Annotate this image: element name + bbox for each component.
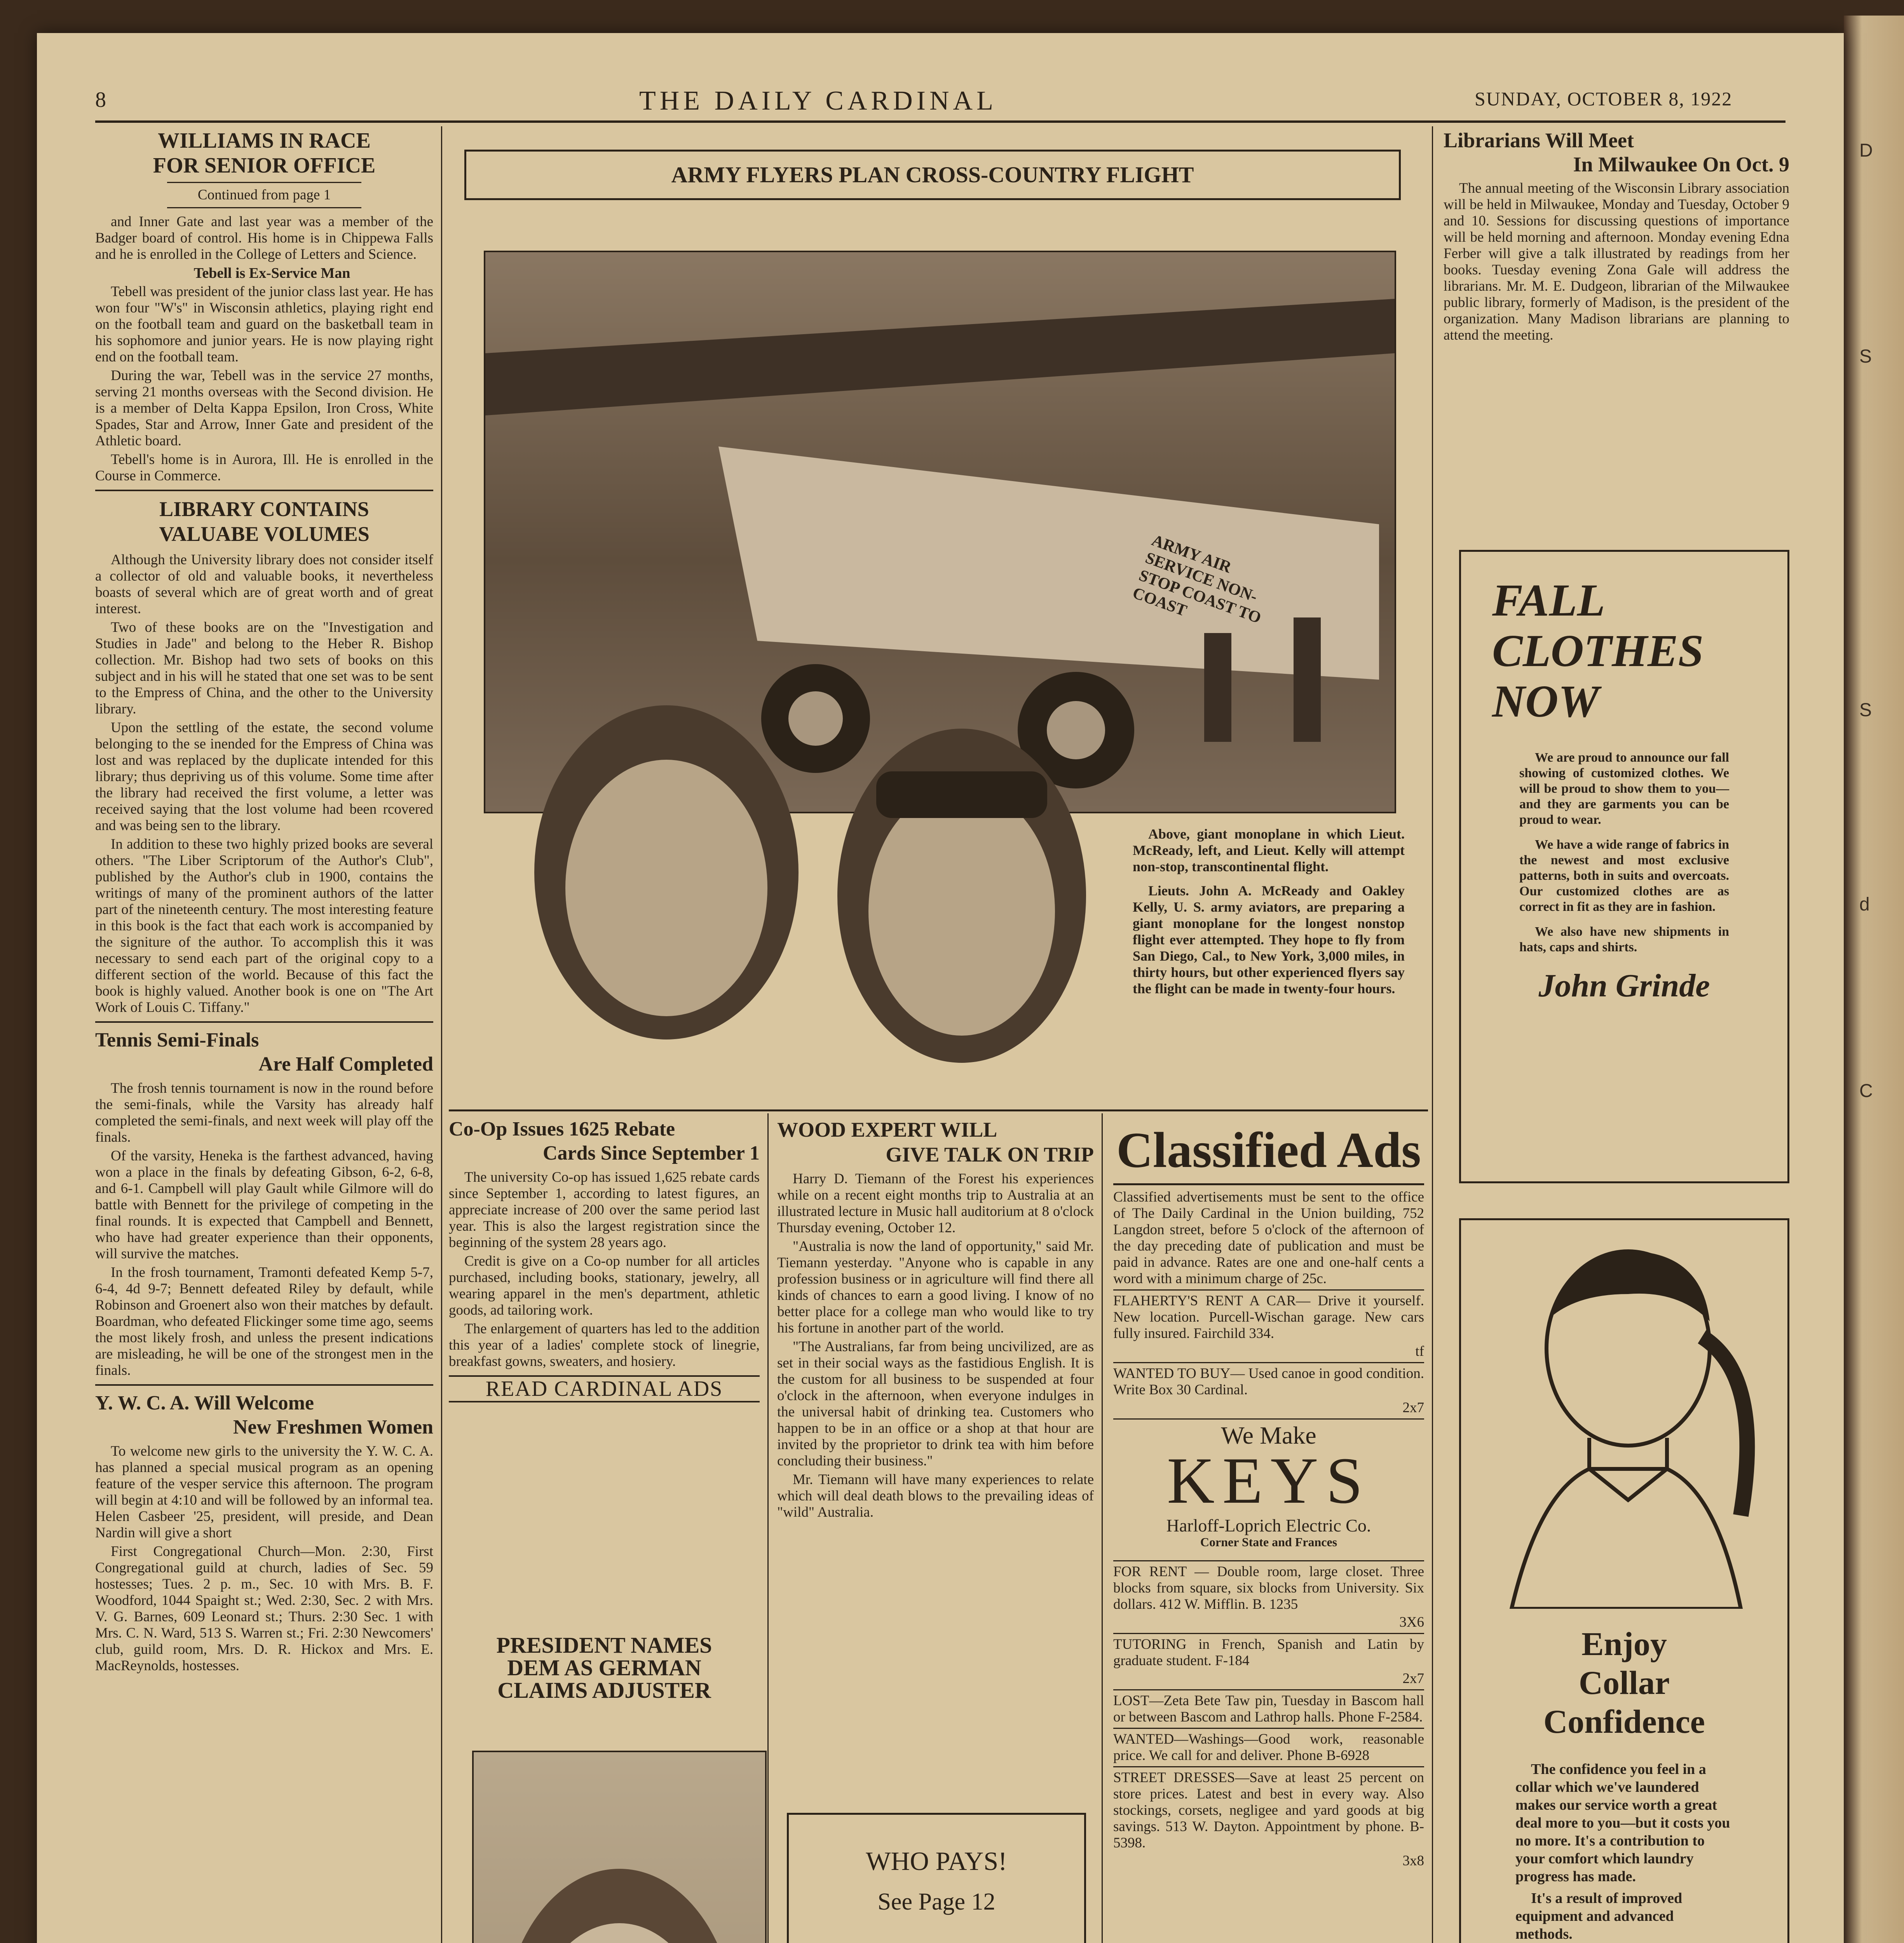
classified-text: WANTED—Washings—Good work, reasonable price. We call for and deliver. Phone B-6928 [1113, 1731, 1424, 1763]
edge-letter: D [1859, 140, 1873, 161]
article-headline: PRESIDENT NAMES [496, 1633, 712, 1658]
article-headline: New Freshmen Women [233, 1416, 433, 1438]
article-headline: Cards Since September 1 [542, 1142, 760, 1164]
article-headline: WILLIAMS IN RACE [158, 129, 371, 153]
edge-letter: d [1859, 894, 1870, 915]
ad-paragraph: We also have new shipments in hats, caps and shirts. [1519, 924, 1729, 954]
ad-title [1461, 1624, 1787, 1741]
article-paragraph: Tebell was president of the junior class last year. He has won four "W's" in Wisconsin athletics, playing right end on the football team and guard on the basketball team in his sophomore and junior years. He is now playing right end on the football team. [95, 284, 433, 365]
article-headline: Y. W. C. A. Will Welcome [95, 1392, 314, 1414]
article-paragraph: The enlargement of quarters has led to the addition this year of a ladies' complete stock of linegrie, breakfast gowns, sweaters, and hosiery. [449, 1321, 760, 1369]
article-headline: FOR SENIOR OFFICE [153, 153, 376, 178]
section-rule [449, 1109, 1428, 1111]
continued-note: Continued from page 1 [197, 187, 331, 203]
classified-intro: Classified advertisements must be sent to the office of The Daily Cardinal in the Union building, 752 Langdon street, before 5 o'clock of the afternoon of the day preceding date of publication and must be paid in advance. Rates are one and one-half cents a word with a minimum charge of 25c. [1113, 1189, 1424, 1287]
article-headline: GIVE TALK ON TRIP [886, 1143, 1094, 1166]
ad-line: FALL [1492, 575, 1605, 626]
ad-line: CLOTHES [1492, 625, 1704, 676]
column-divider [1102, 1113, 1103, 1943]
classified-text: STREET DRESSES—Save at least 25 percent on store prices. Latest and best in every way. Also stockings, corsets, negligee and yard goods at big savings. 513 W. Dayton. Appointment by phone. B-5398. [1113, 1770, 1424, 1851]
ad-line: See Page 12 [877, 1889, 996, 1915]
article-paragraph: Tebell's home is in Aurora, Ill. He is enrolled in the Course in Commerce. [95, 452, 433, 484]
aviators-photo [503, 655, 1183, 1090]
who-pays-ad [787, 1813, 1086, 1943]
classified-ad [1113, 1633, 1424, 1687]
ad-paragraph: It's a result of improved equipment and advanced methods. [1515, 1890, 1683, 1942]
classified-title: Classified Ads [1113, 1121, 1424, 1185]
ad-body [1519, 750, 1729, 955]
photo-caption [1133, 826, 1405, 999]
ad-title [1492, 575, 1787, 727]
article-paragraph: Credit is give on a Co-op number for all articles purchased, including books, stationary, jewelry, all wearing apparel in the men's department, athletic goods, ad tailoring work. [449, 1253, 760, 1318]
article-headline: Tennis Semi-Finals [95, 1029, 259, 1051]
edge-letter: C [1859, 1081, 1873, 1101]
article-paragraph: In the frosh tournament, Tramonti defeated Kemp 5-7, 6-4, 4d 9-7; Bennett defeated Riley by default, while Robinson and Groenert also won their matches by default. Boardman, who defeated Flickinger some time ago, seems the most likely frosh, and unless the present indications are misleading, he will be one of the strongest men in the finals. [95, 1265, 433, 1378]
article-paragraph: The university Co-op has issued 1,625 rebate cards since September 1, according to latest figures, an appreciate increase of 200 over the same period last year. This is also the largest registration since the beginning of the system 28 years ago. [449, 1169, 760, 1251]
adjacent-page-edge [1844, 16, 1904, 1943]
article-headline: Co-Op Issues 1625 Rebate [449, 1118, 675, 1140]
ad-paragraph: We have a wide range of fabrics in the newest and most exclusive patterns, both in suits and overcoats. Our customized clothes are as correct in fit as they are in fashion. [1519, 837, 1729, 914]
collar-man-illustration [1461, 1220, 1787, 1609]
article-headline: VALUABE VOLUMES [159, 522, 370, 546]
column-divider [1432, 126, 1433, 1943]
classified-text: FLAHERTY'S RENT A CAR— Drive it yourself. New location. Purcell-Wischan garage. New cars fully insured. Fairchild 334. [1113, 1293, 1424, 1341]
classified-text: TUTORING in French, Spanish and Latin by graduate student. F-184 [1113, 1636, 1424, 1669]
page-number: 8 [95, 88, 106, 112]
ad-paragraph: The confidence you feel in a collar which we've laundered makes our service worth a great deal more to you—but it costs you no more. It's a contribution to your comfort which laundry progress has made. [1515, 1761, 1730, 1885]
article-headline: DEM AS GERMAN [507, 1655, 701, 1680]
article-paragraph: Mr. Tiemann will have many experiences to relate which will deal death blows to the prevailing ideas of "wild" Australia. [777, 1472, 1094, 1520]
parker-article [449, 1634, 760, 1702]
article-paragraph: "The Australians, far from being uncivilized, are as set in their social ways as the fastidious English. It is the custom for all business to be suspended at four o'clock in the afternoon, when everyone indulges in the universal habit of drinking tea. Customers who happen to be in an office or a shop at that hour are invited by the proprietor to drink tea with him before concluding their business." [777, 1339, 1094, 1469]
read-ads-filler: READ CARDINAL ADS [485, 1377, 723, 1401]
article-paragraph: Harry D. Tiemann of the Forest his experiences while on a recent eight months trip to Australia at an illustrated lecture in Music hall auditorium at 8 o'clock Thursday evening, October 12. [777, 1171, 1094, 1236]
ad-line: Corner State and Frances [1200, 1535, 1337, 1549]
classified-code: 3X6 [1399, 1614, 1424, 1630]
edge-letter: S [1859, 700, 1872, 720]
article-paragraph: To welcome new girls to the university the Y. W. C. A. has planned a special musical program as an opening feature of the vesper service this afternoon. The program will begin at 4:10 and will be followed by an informal tea. Helen Casbeer '25, president, will preside, and Dean Nardin will give a short [95, 1443, 433, 1541]
classified-section [1113, 1121, 1424, 1871]
article-paragraph: First Congregational Church—Mon. 2:30, First Congregational guild at church, ladies of Sec. 59 hostesses; Tues. 2 p. m., Sec. 10 with Mrs. B. F. Woodford, 1044 Spaight st.; Wed. 2:30, Sec. 2 with Mrs. V. G. Barnes, 609 Leonard st.; Thurs. 2:30 Sec. 1 with Mrs. C. N. Ward, 513 S. Warren st.; Fri. 2:30 Newcomers' club, guild room, Mrs. D. R. Hickox and Mrs. E. MacReynolds, hostesses. [95, 1544, 433, 1674]
article-paragraph: "Australia is now the land of opportunity," said Mr. Tiemann yesterday. "Anyone who is capable in any profession business or in agriculture will find there all kinds of chances to earn a good living. I know of no better place for a college man who would like to try his fortune in another part of the world. [777, 1238, 1094, 1336]
classified-text: WANTED TO BUY— Used canoe in good condition. Write Box 30 Cardinal. [1113, 1366, 1424, 1398]
classified-ad [1113, 1289, 1424, 1360]
fall-clothes-ad [1459, 550, 1789, 1183]
keys-ad [1113, 1418, 1424, 1558]
ad-line: NOW [1492, 676, 1599, 727]
librarians-article [1444, 128, 1789, 346]
newspaper-page [37, 33, 1844, 1943]
paper-name: THE DAILY CARDINAL [639, 86, 997, 116]
article-paragraph: Although the University library does not consider itself a collector of old and valuable books, it nevertheless boasts of several which are of great worth and of great interest. [95, 552, 433, 617]
article-paragraph: Upon the settling of the estate, the second volume belonging to the se inended for the Empress of China was lost and was replaced by the duplicate intended for this library; thus depriving us of this volume. Some time after the library had received the first volume, a letter was received saying that the lost volume had been rcovered and was being sen to the library. [95, 720, 433, 834]
article-headline: LIBRARY CONTAINS [159, 497, 369, 521]
ad-line: Collar [1578, 1664, 1670, 1701]
classified-code: tf [1415, 1343, 1424, 1359]
masthead-rule [95, 120, 1785, 123]
edge-letter: S [1859, 346, 1872, 367]
article-headline: Librarians Will Meet [1444, 129, 1634, 152]
classified-ad [1113, 1689, 1424, 1725]
ad-line: Enjoy [1581, 1625, 1667, 1662]
article-paragraph: The annual meeting of the Wisconsin Library association will be held in Milwaukee, Monday and Tuesday, October 9 and 10. Sessions for discussing questions of importance will be held morning and afternoon. Monday evening Edna Ferber will give a talk illustrated by readings from her books. Tuesday evening Zona Gale will address the librarians. Mr. M. E. Dudgeon, librarian of the Milwaukee public library, formerly of Madison, is the president of the organization. Many Madison librarians are planning to attend the meeting. [1444, 180, 1789, 343]
caption-paragraph: Above, giant monoplane in which Lieut. McReady, left, and Lieut. Kelly will attempt non-stop, transcontinental flight. [1133, 826, 1405, 874]
coop-article [449, 1117, 760, 1410]
column-1 [95, 128, 433, 1676]
article-headline: CLAIMS ADJUSTER [497, 1678, 711, 1703]
ad-signature: John Grinde [1538, 968, 1710, 1004]
article-headline: WOOD EXPERT WILL [777, 1118, 997, 1141]
article-paragraph: and Inner Gate and last year was a member of the Badger board of control. His home is in Chippewa Falls and he is enrolled in the College of Letters and Science. [95, 214, 433, 262]
classified-ad [1113, 1362, 1424, 1416]
ad-line: Confidence [1543, 1703, 1705, 1740]
issue-date: SUNDAY, OCTOBER 8, 1922 [1475, 88, 1733, 110]
classified-ad [1113, 1766, 1424, 1869]
article-paragraph: The frosh tennis tournament is now in the round before the semi-finals, while the Varsity has already half completed the semi-finals, and next week will play off the finals. [95, 1080, 433, 1145]
ad-paragraph: We are proud to announce our fall showing of customized clothes. We will be proud to show them to you—and they are garments you can be proud to wear. [1519, 750, 1729, 827]
classified-code: 3x8 [1402, 1853, 1424, 1869]
flyers-headline-box [464, 150, 1401, 200]
classified-ad [1113, 1560, 1424, 1631]
ad-body [1515, 1760, 1733, 1943]
article-paragraph: During the war, Tebell was in the service 27 months, serving 21 months overseas with the Second division. He is a member of Delta Kappa Epsilon, Iron Cross, White Spades, Star and Arrow, Inner Gate and president of the Athletic board. [95, 368, 433, 449]
classified-code: 2x7 [1402, 1400, 1424, 1416]
article-headline: Are Half Completed [258, 1053, 433, 1075]
ad-line: Harloff-Loprich Electric Co. [1166, 1516, 1371, 1535]
column-divider [767, 1113, 769, 1943]
classified-text: LOST—Zeta Bete Taw pin, Tuesday in Bascom hall or between Bascom and Lathrop halls. Phone F-2584. [1113, 1693, 1424, 1725]
ad-line: We Make [1221, 1421, 1316, 1449]
article-subhead: Tebell is Ex-Service Man [194, 265, 350, 281]
article-headline: In Milwaukee On Oct. 9 [1573, 153, 1789, 176]
article-paragraph: In addition to these two highly prized books are several others. "The Liber Scriptorum of the Author's Club", published by the Author's club in 1900, contains the writings of many of the prominent authors of the latter part of the nineteenth century. The most interesting feature in this book is the fact that each work is accompanied by the signiture of the author. To accomplish this it was necessary to send each part of the original copy to a different section of the world. Because of this fact the book is highly valued. Another book is one on "The Art Work of Louis C. Tiffany." [95, 836, 433, 1015]
collar-ad [1459, 1218, 1789, 1943]
article-paragraph: Of the varsity, Heneka is the farthest advanced, having won a place in the finals by defeating Gibson, 6-2, 6-8, and 6-1. Campbell will play Gault while Gilmore will do battle with Bennett for the privilege of competing in the final rounds. It is expected that Campbell and Bennett, who have had greater experience than their opponents, will survive the matches. [95, 1148, 433, 1262]
plane-lettering: ARMY AIR SERVICE NON-STOP COAST TO COAST [1130, 531, 1264, 627]
article-headline: ARMY FLYERS PLAN CROSS-COUNTRY FLIGHT [671, 162, 1194, 187]
caption-paragraph: Lieuts. John A. McReady and Oakley Kelly, U. S. army aviators, are preparing a giant monoplane for the longest nonstop flight ever attempted. They hope to fly from San Diego, Cal., to New York, 3,000 miles, in thirty hours, but other experienced flyers say the flight can be made in twenty-four hours. [1133, 883, 1405, 996]
ad-line: WHO PAYS! [866, 1846, 1007, 1876]
parker-portrait [472, 1751, 767, 1943]
wood-article [777, 1117, 1094, 1523]
ad-line: KEYS [1167, 1444, 1370, 1517]
classified-code: 2x7 [1402, 1671, 1424, 1687]
article-paragraph: Two of these books are on the "Investigation and Studies in Jade" and belong to the Heber R. Bishop collection. Mr. Bishop had two sets of books on this subject and in his will he stated that one set was to be sent to the Empress of China, and the other to the University library. [95, 619, 433, 717]
classified-text: FOR RENT — Double room, large closet. Three blocks from square, six blocks from University. Six dollars. 412 W. Mifflin. B. 1235 [1113, 1564, 1424, 1612]
column-divider [441, 126, 442, 1943]
classified-ad [1113, 1728, 1424, 1764]
